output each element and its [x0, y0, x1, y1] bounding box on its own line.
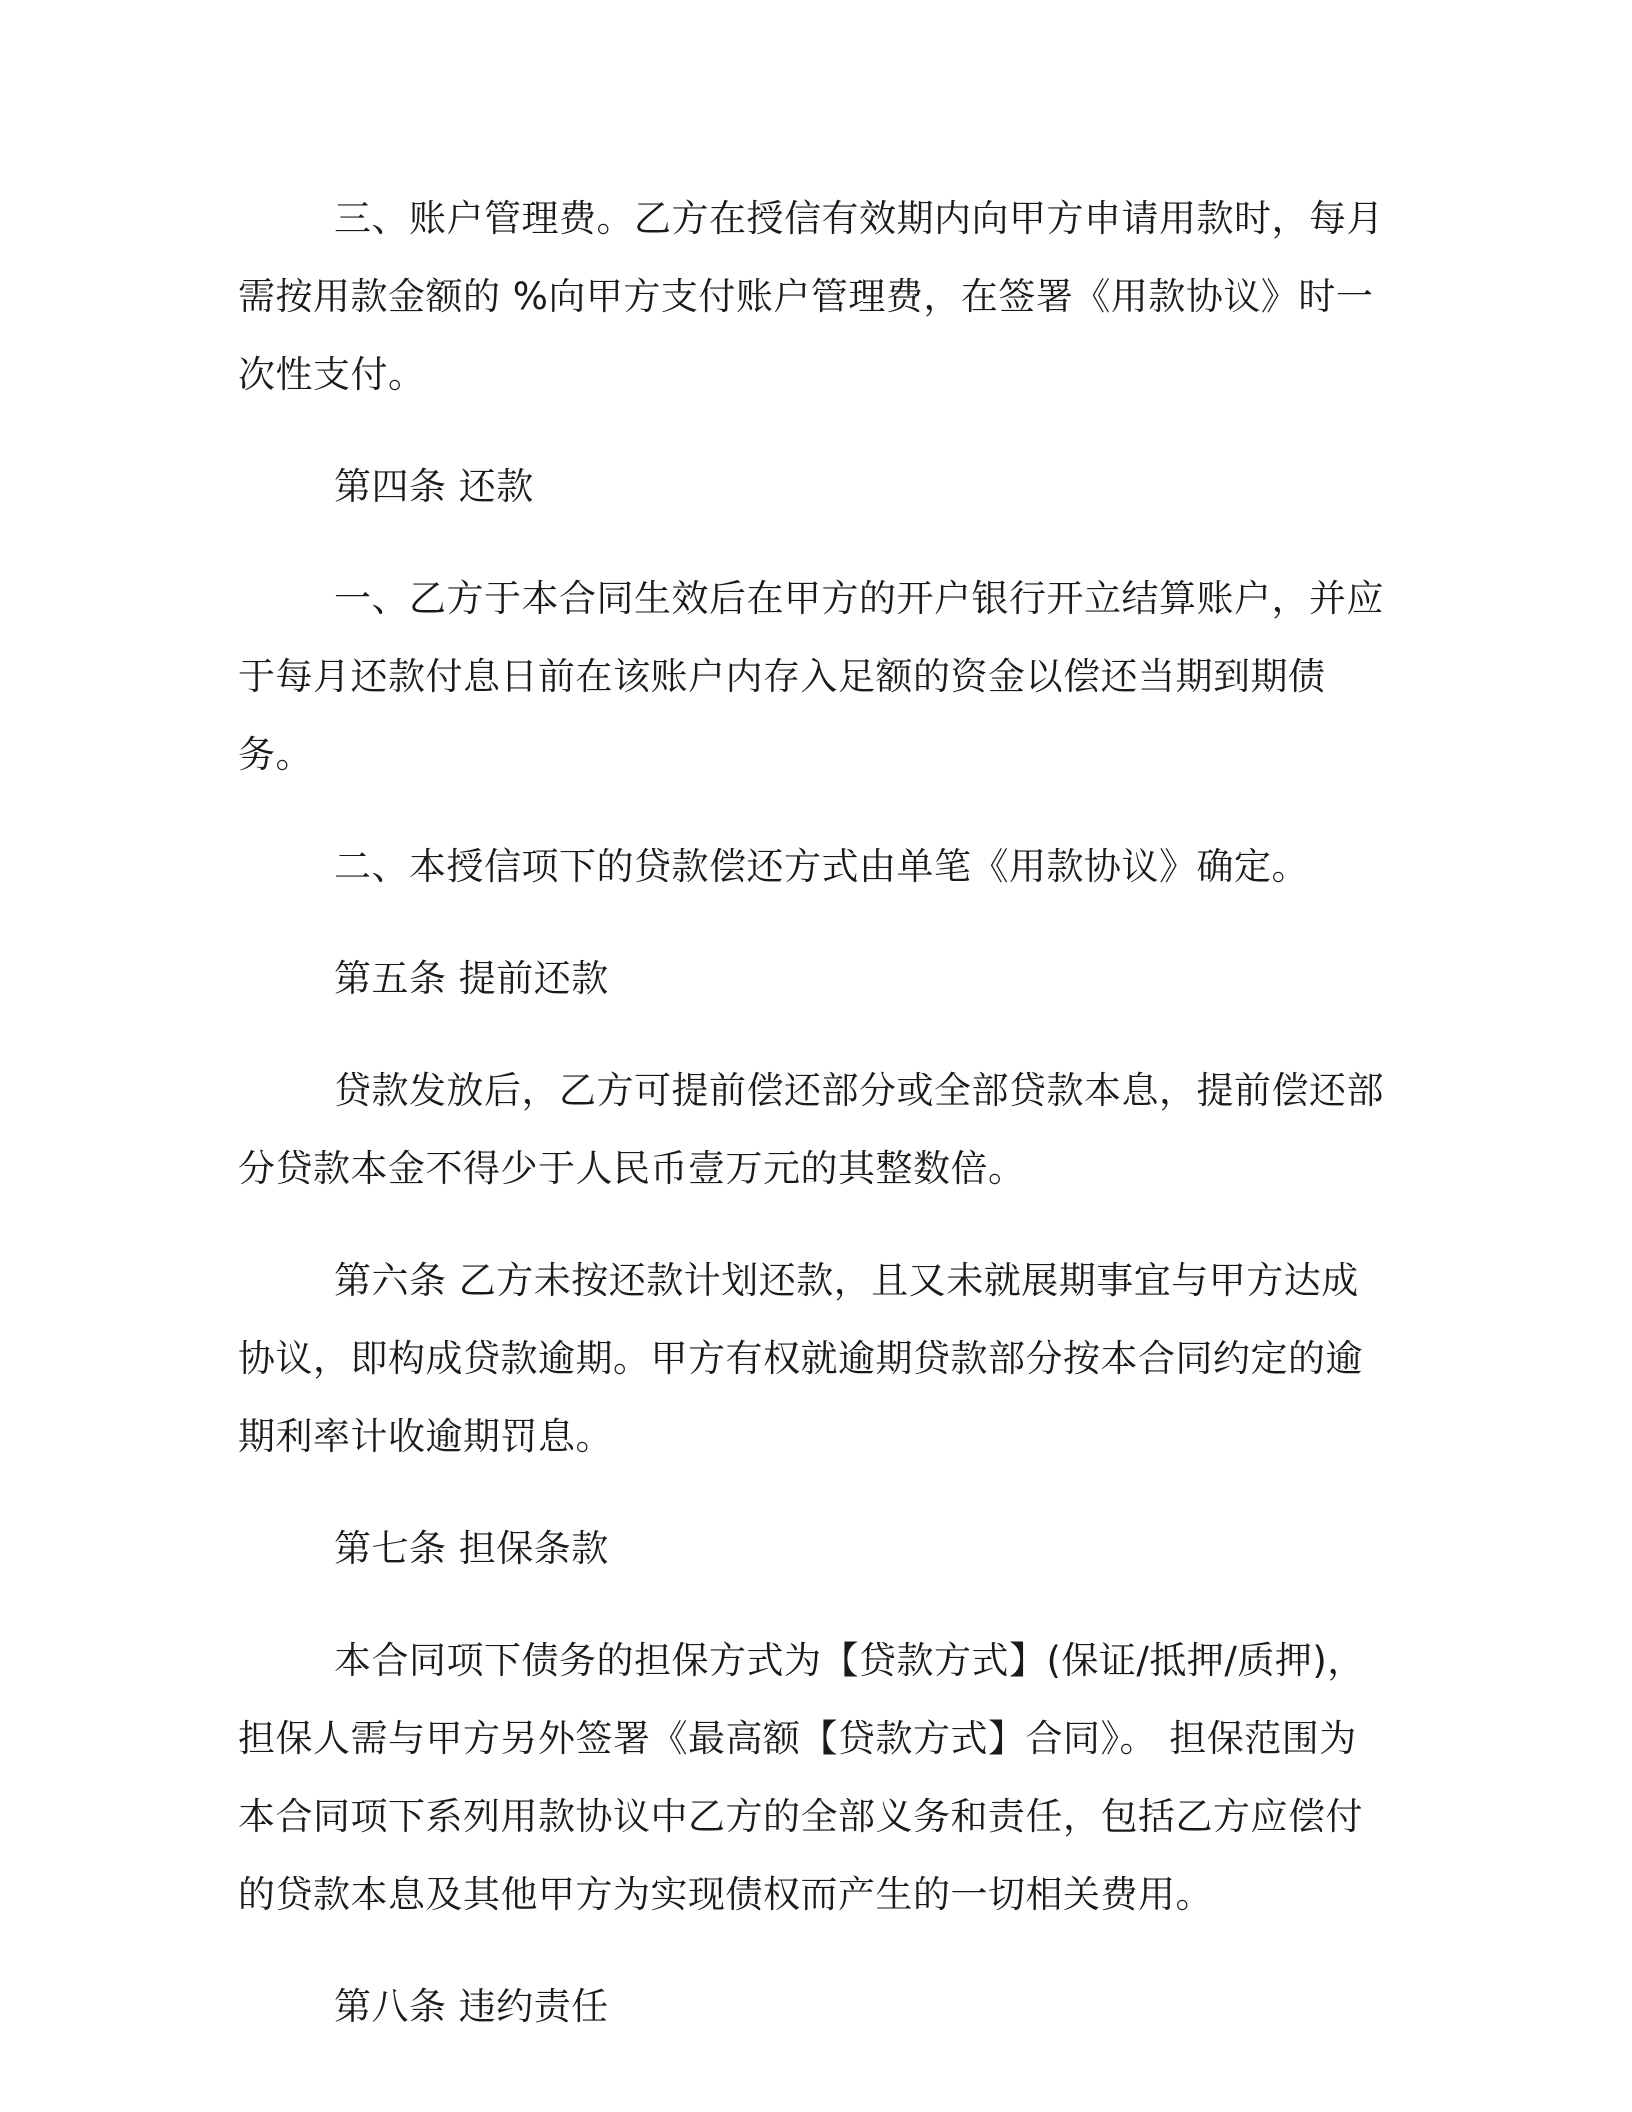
article-8-heading: 第八条 违约责任: [334, 1985, 609, 2028]
paragraph-guarantee-clause: 本合同项下债务的担保方式为【贷款方式】(保证/抵押/质押)，担保人需与甲方另外签署《最高额【贷款方式】合同》。 担保范围为本合同项下系列用款协议中乙方的全部义务和责任，包括乙方应偿付的贷款本息及其他甲方为实现债权而产生的一切相关费用。: [238, 1639, 1365, 1916]
document-body: [238, 180, 1386, 2046]
paragraph-account-management-fee: 三、账户管理费。乙方在授信有效期内向甲方申请用款时，每月需按用款金额的 %向甲方支付账户管理费，在签署《用款协议》时一次性支付。: [238, 197, 1384, 396]
paragraph-article-6-overdue: 第六条 乙方未按还款计划还款，且又未就展期事宜与甲方达成协议，即构成贷款逾期。甲方有权就逾期贷款部分按本合同约定的逾期利率计收逾期罚息。: [238, 1259, 1363, 1458]
article-5-heading: 第五条 提前还款: [334, 957, 609, 1000]
paragraph-repayment-method: 二、本授信项下的贷款偿还方式由单笔《用款协议》确定。: [334, 845, 1309, 888]
article-7-heading: 第七条 担保条款: [334, 1527, 609, 1570]
paragraph-repayment-account: 一、乙方于本合同生效后在甲方的开户银行开立结算账户，并应于每月还款付息日前在该账户内存入足额的资金以偿还当期到期债务。: [238, 577, 1384, 776]
paragraph-early-repayment: 贷款发放后，乙方可提前偿还部分或全部贷款本息，提前偿还部分贷款本金不得少于人民币壹万元的其整数倍。: [238, 1069, 1384, 1190]
article-4-heading: 第四条 还款: [334, 465, 534, 508]
